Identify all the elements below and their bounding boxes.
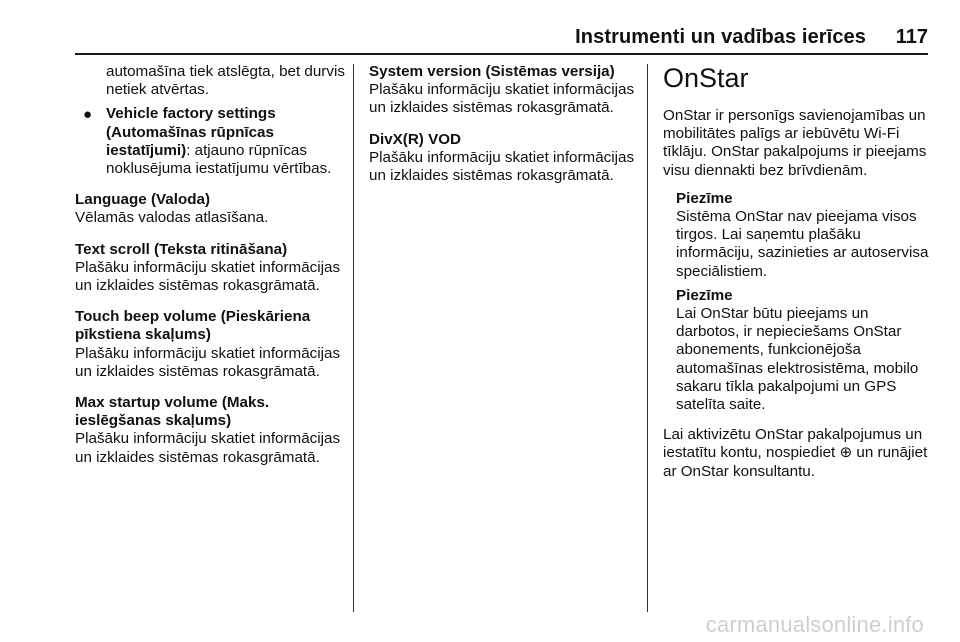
note-block-2 [663,287,933,414]
setting-item-system-version [369,63,639,118]
setting-item-text-scroll [75,241,345,296]
column-middle [369,63,639,198]
onstar-outro [663,426,933,481]
setting-description: : atjauno rūpnīcas noklusējuma iestatījumu vērtības. [106,141,332,178]
column-divider-2 [647,64,648,612]
continuation-text: automašīna tiek atslēgta, bet durvis netiek atvērtas. [106,63,345,99]
page-header-title: Instrumenti un vadības ierīces [575,26,866,48]
setting-term: DivX(R) VOD [369,130,461,148]
list-item-vehicle-factory-settings [75,105,345,178]
column-divider-1 [353,64,354,612]
watermark: carmanualsonline.info [705,612,924,637]
column-left [75,63,345,480]
header-divider [75,53,928,55]
page-number: 117 [895,26,928,48]
setting-item-divx-vod [369,131,639,186]
note-label: Piezīme [676,189,733,207]
setting-item-max-startup-volume [75,394,345,467]
setting-description: Plašāku informāciju skatiet informācijas un izklaides sistēmas rokasgrāmatā. [369,148,635,185]
setting-item-language [75,191,345,227]
setting-term: Touch beep volume (Pieskāriena pīkstiena skaļums) [75,308,311,344]
column-right [663,63,933,494]
outro-text-end: un runājiet ar OnStar konsultantu. [663,444,928,480]
note-text: Lai OnStar būtu pieejams un darbotos, ir nepieciešams OnStar abonements, funkcionējoša automašīnas elektrosistēma, mobilo sakaru tīkla pakalpojumi un GPS satelīta saite. [676,305,919,414]
onstar-button-icon: ⊕ [839,444,853,462]
note-text: Sistēma OnStar nav pieejama visos tirgos. Lai saņemtu plašāku informāciju, sazinieties ar autoservisa speciālistiem. [676,208,929,280]
setting-description: Plašāku informāciju skatiet informācijas un izklaides sistēmas rokasgrāmatā. [75,344,341,380]
setting-term: Language (Valoda) [75,191,211,209]
setting-term: Text scroll (Teksta ritināšana) [75,240,288,258]
setting-description: Plašāku informāciju skatiet informācijas un izklaides sistēmas rokasgrāmatā. [75,430,341,466]
outro-text-start: Lai aktivizētu OnStar pakalpojumus un iestatītu kontu, nospiediet [663,426,923,462]
setting-term: Vehicle factory settings (Automašīnas rūpnīcas iestatījumi) [106,105,276,159]
setting-description: Plašāku informāciju skatiet informācijas un izklaides sistēmas rokasgrāmatā. [75,258,341,295]
setting-item-touch-beep-volume [75,308,345,381]
bullet-icon: ● [83,106,93,124]
section-title-onstar: OnStar [663,63,749,93]
note-block-1 [663,190,933,281]
onstar-intro: OnStar ir personīgs savienojamības un mobilitātes palīgs ar iebūvētu Wi-Fi tīklāju. OnStar pakalpojums ir pieejams visu diennakti bez brīvdienām. [663,107,927,179]
setting-term: Max startup volume (Maks. ieslēgšanas skaļums) [75,394,270,430]
setting-term: System version (Sistēmas versija) [369,63,615,80]
setting-description: Vēlamās valodas atlasīšana. [75,209,269,227]
setting-description: Plašāku informāciju skatiet informācijas un izklaides sistēmas rokasgrāmatā. [369,81,635,117]
note-label: Piezīme [676,286,733,304]
